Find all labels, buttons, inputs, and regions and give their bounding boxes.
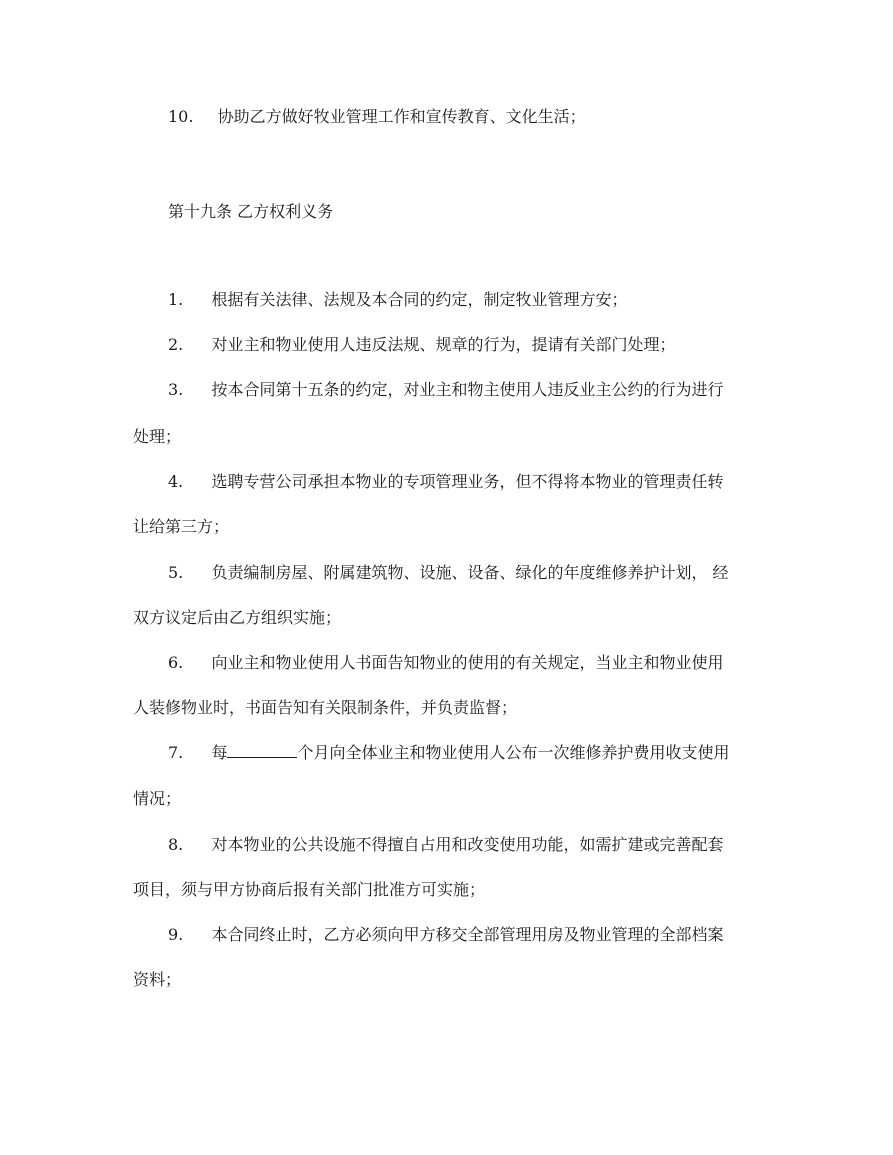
item-number: 1.: [168, 290, 184, 309]
list-item: [168, 925, 723, 945]
item-text: 按本合同第十五条的约定，对业主和物主使用人违反业主公约的行为进行: [211, 380, 724, 399]
item-text: 根据有关法律、法规及本合同的约定，制定牧业管理方安；: [211, 290, 628, 309]
item-number: 4.: [168, 472, 184, 491]
item-number: 2.: [168, 335, 184, 354]
item-text: 向业主和物业使用人书面告知物业的使用的有关规定，当业主和物业使用: [211, 653, 724, 672]
item-continuation: 双方议定后由乙方组织实施；: [133, 608, 342, 627]
item-text: 负责编制房屋、附属建筑物、设施、设备、绿化的年度维修养护计划， 经: [211, 563, 729, 582]
item-continuation: 让给第三方；: [133, 517, 230, 536]
item-continuation: 情况；: [133, 789, 182, 808]
item-continuation: 资料；: [133, 970, 182, 989]
item-number: 5.: [168, 563, 184, 582]
item-continuation: 人装修物业时，书面告知有关限制条件，并负责监督；: [133, 698, 518, 717]
list-item: [168, 563, 729, 583]
item-number: 3.: [168, 380, 184, 399]
list-item: [168, 472, 723, 492]
item-number: 7.: [168, 743, 184, 762]
item-text: 协助乙方做好牧业管理工作和宣传教育、文化生活；: [217, 107, 586, 126]
list-item: [168, 743, 729, 763]
list-item: [168, 107, 586, 127]
item-number: 9.: [168, 925, 184, 944]
list-item: [168, 653, 723, 673]
list-item: [168, 835, 723, 855]
item-text: 对本物业的公共设施不得擅自占用和改变使用功能，如需扩建或完善配套: [211, 835, 724, 854]
item-text: 对业主和物业使用人违反法规、规章的行为，提请有关部门处理；: [211, 335, 676, 354]
list-item: [168, 335, 675, 355]
list-item: [168, 290, 627, 310]
item-number: 8.: [168, 835, 184, 854]
item-text: 选聘专营公司承担本物业的专项管理业务，但不得将本物业的管理责任转: [211, 472, 724, 491]
item-continuation: 处理；: [133, 427, 182, 446]
article-title: 第十九条 乙方权利义务: [168, 202, 334, 221]
item-text-post: 个月向全体业主和物业使用人公布一次维修养护费用收支使用: [297, 743, 730, 762]
item-number: 10.: [168, 107, 194, 126]
item-number: 6.: [168, 653, 184, 672]
list-item: [168, 380, 723, 400]
item-continuation: 项目，须与甲方协商后报有关部门批准方可实施；: [133, 880, 486, 899]
item-text: 本合同终止时，乙方必须向甲方移交全部管理用房及物业管理的全部档案: [211, 925, 724, 944]
item-text-pre: 每: [211, 743, 228, 762]
fill-in-blank: [227, 743, 297, 758]
